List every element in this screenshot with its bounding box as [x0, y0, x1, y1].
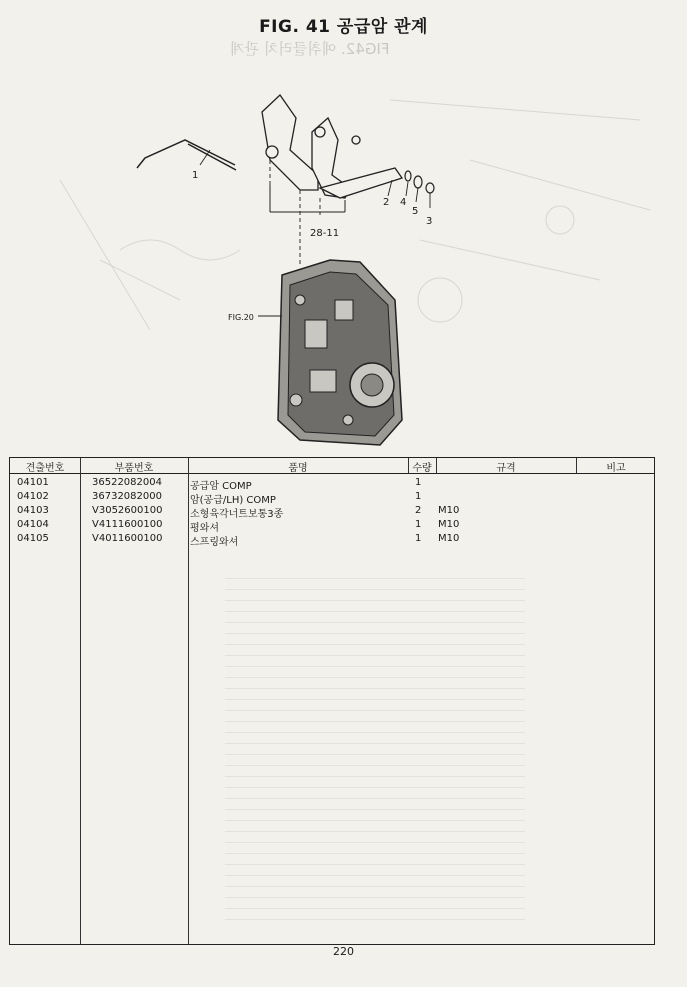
cell-part-no: V3052600100: [92, 505, 163, 516]
callout-fig20: FIG.20: [228, 313, 254, 322]
parts-table: [9, 457, 655, 945]
fastener-parts: [405, 171, 434, 193]
cell-spec: M10: [438, 519, 460, 530]
cell-part-no: V4011600100: [92, 533, 163, 544]
callout-2: 2: [383, 197, 390, 208]
table-row: [10, 518, 654, 532]
callout-1: 1: [192, 170, 199, 181]
cell-qty: 1: [415, 533, 422, 544]
cell-part-no: V4111600100: [92, 519, 163, 530]
header-item-no: 견출번호: [25, 463, 65, 474]
exploded-parts-diagram: [0, 55, 687, 455]
table-header: [10, 458, 654, 474]
header-name: 품명: [288, 463, 308, 474]
cell-name: 평와셔: [190, 523, 219, 534]
callout-28-11: 28-11: [310, 228, 340, 239]
table-row: [10, 490, 654, 504]
callout-3: 3: [426, 216, 433, 227]
table-row: [10, 476, 654, 490]
column-divider: [436, 458, 437, 473]
cell-item-no: 04101: [17, 477, 49, 488]
cell-item-no: 04102: [17, 491, 49, 502]
header-qty: 수량: [412, 463, 432, 474]
cell-name: 스프링와셔: [190, 537, 239, 548]
cell-qty: 1: [415, 477, 422, 488]
callout-5: 5: [412, 206, 419, 217]
header-remark: 비고: [606, 463, 626, 474]
cell-qty: 2: [415, 505, 422, 516]
cell-spec: M10: [438, 533, 460, 544]
column-divider: [576, 458, 577, 473]
cell-item-no: 04104: [17, 519, 49, 530]
cell-name: 소형육각너트보통3종: [190, 509, 284, 520]
feed-rod-part: [137, 140, 236, 170]
cell-part-no: 36732082000: [92, 491, 162, 502]
cell-item-no: 04105: [17, 533, 49, 544]
callout-4: 4: [400, 197, 407, 208]
cell-name: 공급암 COMP: [190, 481, 252, 492]
cell-qty: 1: [415, 491, 422, 502]
table-row: [10, 504, 654, 518]
cell-part-no: 36522082004: [92, 477, 162, 488]
cell-spec: M10: [438, 505, 460, 516]
page-number: 220: [333, 945, 354, 958]
cell-qty: 1: [415, 519, 422, 530]
feed-arm-assembly: [262, 95, 402, 198]
transmission-housing: [278, 260, 402, 445]
bleed-through-texture: [225, 568, 525, 928]
column-divider: [408, 458, 409, 473]
cell-item-no: 04103: [17, 505, 49, 516]
page-title: FIG. 41 공급암 관계: [259, 17, 428, 37]
header-part-no: 부품번호: [114, 463, 154, 474]
header-spec: 규격: [496, 463, 516, 474]
table-row: [10, 532, 654, 546]
bleed-through-title: FIG42. 예취클러치 관계: [230, 40, 390, 58]
cell-name: 암(공급/LH) COMP: [190, 495, 276, 506]
